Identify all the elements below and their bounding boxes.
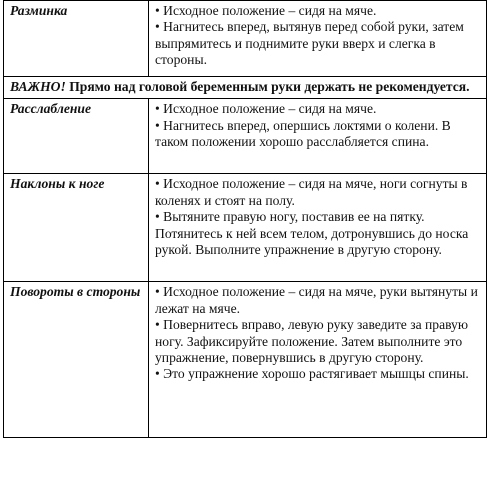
list-item <box>155 284 482 317</box>
exercise-name: Разминка <box>4 1 149 77</box>
exercise-name: Повороты в стороны <box>4 282 149 438</box>
step-text: Исходное положение – сидя на мяче. <box>163 101 377 117</box>
bullet-icon: • <box>155 284 160 300</box>
bullet-icon: • <box>155 19 160 35</box>
table-row <box>4 1 487 77</box>
table-row <box>4 174 487 282</box>
list-item <box>155 101 482 117</box>
step-text: Нагнитесь вперед, вытянув перед собой руки, затем выпрямитесь и поднимите руки вверх и слегка в стороны. <box>155 19 464 68</box>
step-text: Исходное положение – сидя на мяче, ноги согнуты в коленях и стоят на полу. <box>155 176 468 208</box>
exercise-steps <box>149 99 487 174</box>
list-item <box>155 118 482 151</box>
note-label: ВАЖНО! <box>10 79 66 94</box>
exercise-name: Наклоны к ноге <box>4 174 149 282</box>
exercise-steps <box>149 282 487 438</box>
bullet-icon: • <box>155 117 160 133</box>
exercise-name: Расслабление <box>4 99 149 174</box>
step-text: Исходное положение – сидя на мяче. <box>163 3 377 18</box>
bullet-icon: • <box>155 176 160 192</box>
list-item <box>155 366 482 382</box>
step-text: Исходное положение – сидя на мяче, руки вытянуты и лежат на мяче. <box>155 284 478 316</box>
important-note <box>4 77 487 99</box>
bullet-icon: • <box>155 3 160 18</box>
list-item <box>155 3 482 19</box>
table-row <box>4 282 487 438</box>
list-item <box>155 19 482 68</box>
bullet-icon: • <box>155 209 160 225</box>
list-item <box>155 209 482 258</box>
step-text: Вытяните правую ногу, поставив ее на пятку. Потянитесь к ней всем телом, дотронувшись до носка рукой. Выполните упражнение в другую сторону. <box>155 209 469 258</box>
table-row-note <box>4 77 487 99</box>
bullet-icon: • <box>155 366 160 382</box>
step-text: Нагнитесь вперед, опершись локтями о колени. В таком положении хорошо расслабляется спина. <box>155 117 451 150</box>
list-item <box>155 176 482 209</box>
exercise-steps <box>149 1 487 77</box>
exercise-steps <box>149 174 487 282</box>
step-text: Это упражнение хорошо растягивает мышцы спины. <box>163 366 469 382</box>
exercise-table <box>3 0 487 438</box>
bullet-icon: • <box>155 317 160 333</box>
list-item <box>155 317 482 366</box>
table-row <box>4 99 487 174</box>
bullet-icon: • <box>155 101 160 117</box>
step-text: Повернитесь вправо, левую руку заведите за правую ногу. Зафиксируйте положение. Затем выполните это упражнение, повернувшись в другую сторону. <box>155 317 469 366</box>
note-text: Прямо над головой беременным руки держать не рекомендуется. <box>69 79 470 94</box>
